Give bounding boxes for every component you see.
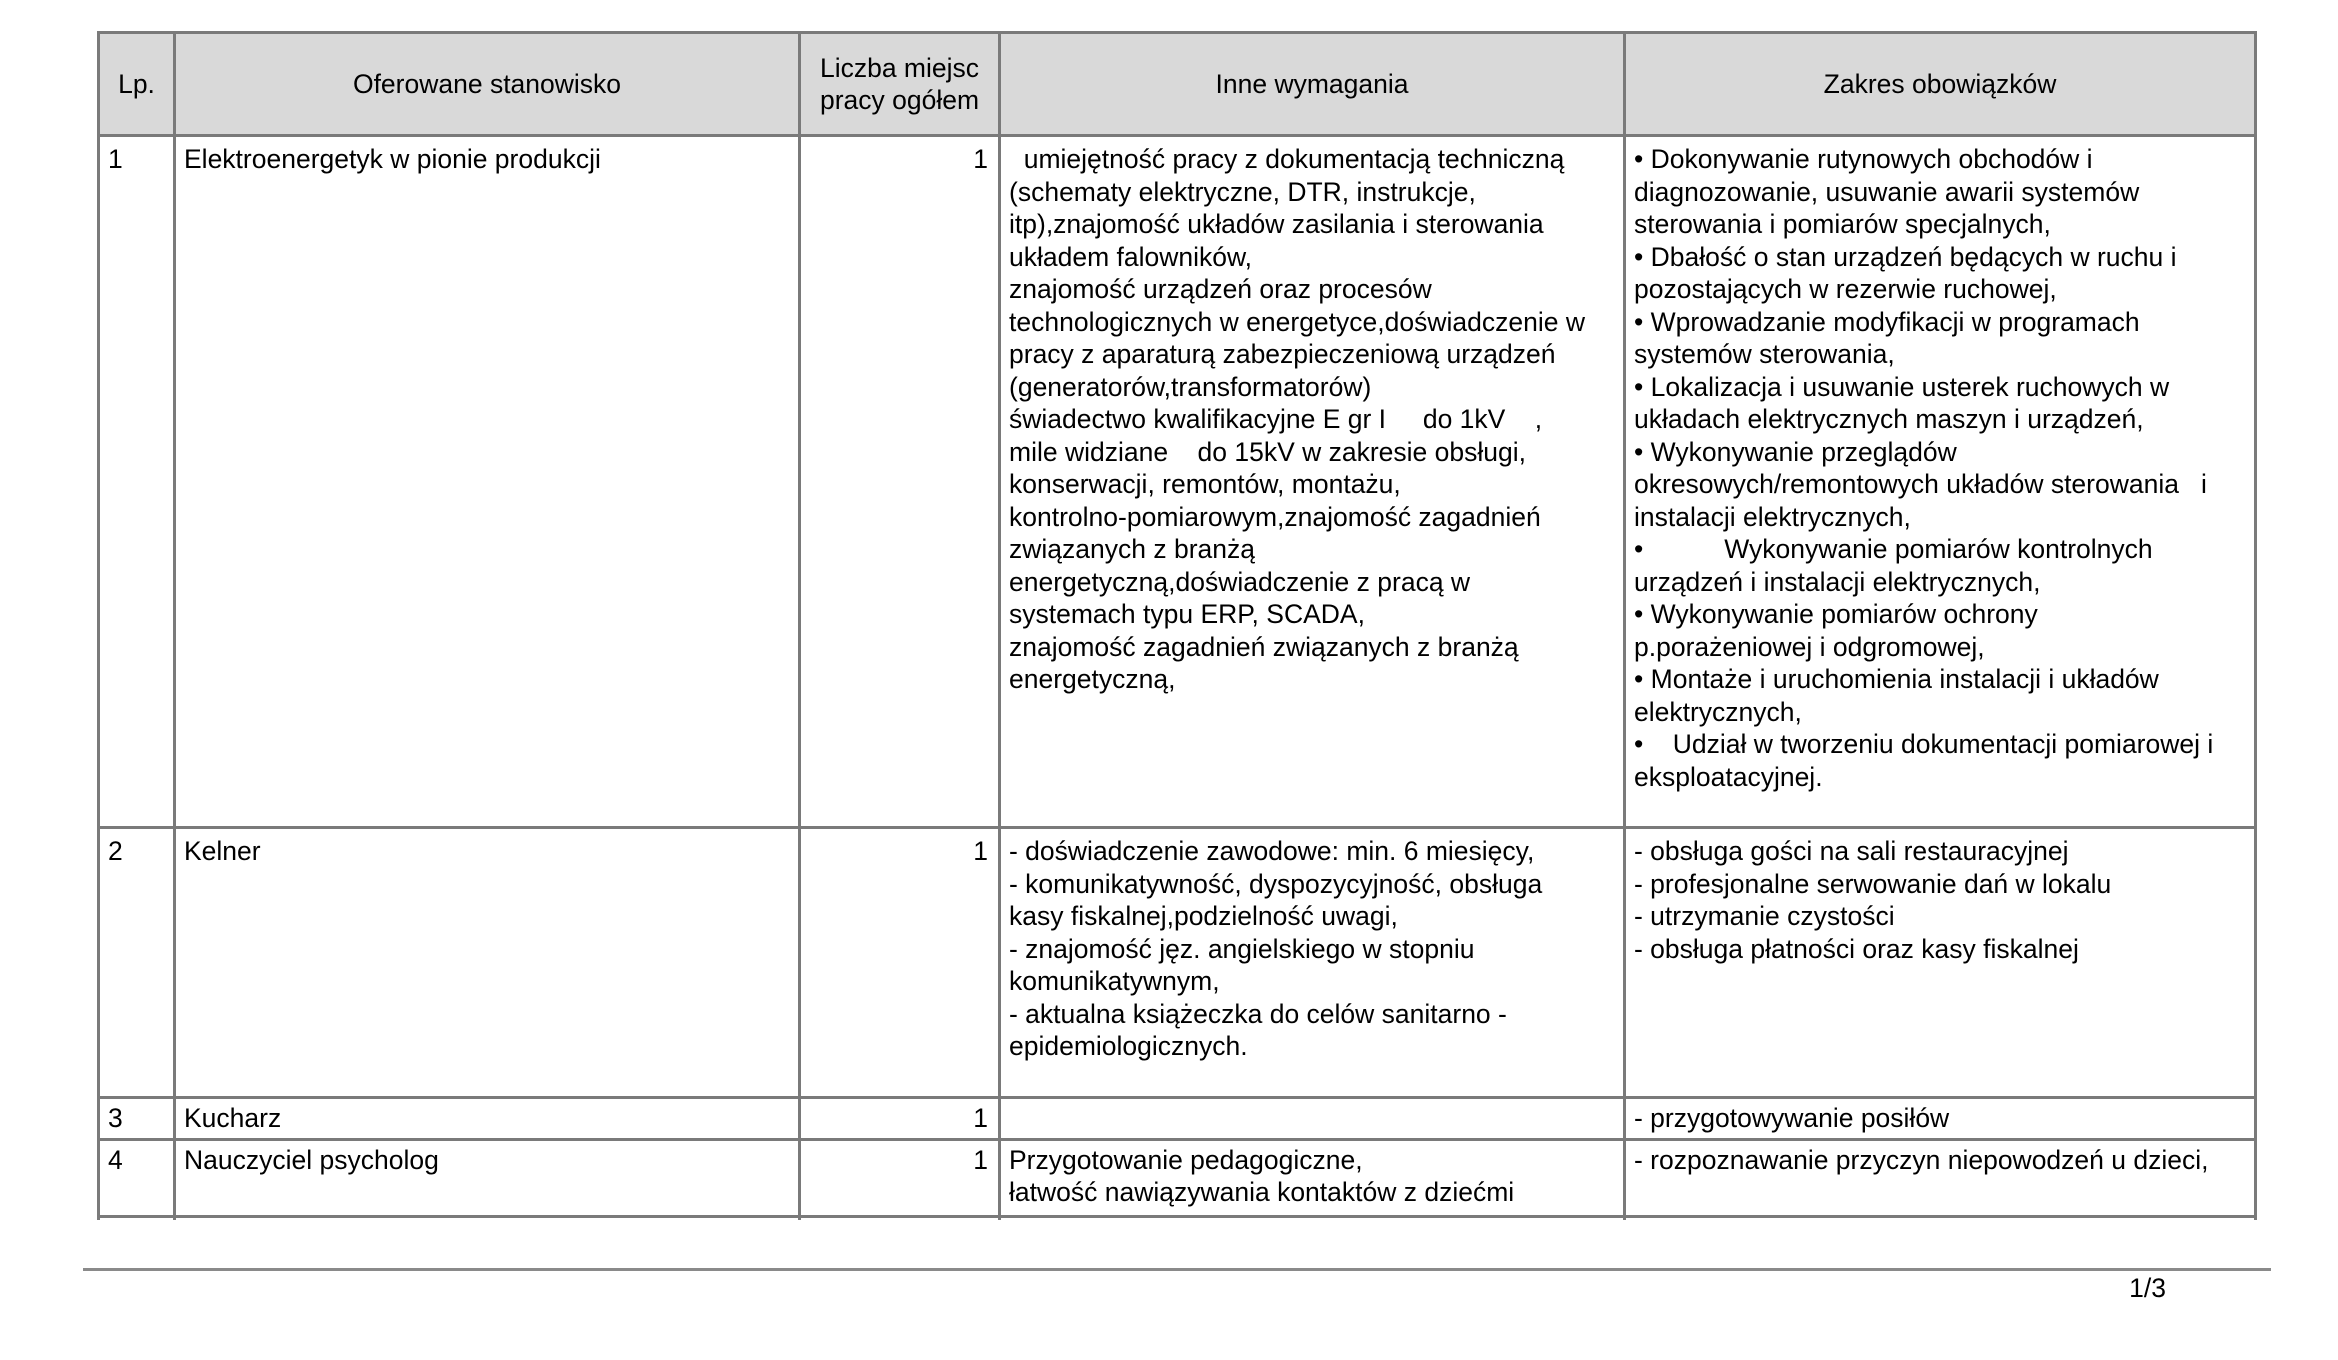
- cell-position: Nauczyciel psycholog: [175, 1139, 800, 1216]
- cell-requirements: [1000, 1098, 1625, 1140]
- cell-duties: - przygotowywanie posiłów: [1625, 1098, 2256, 1140]
- cell-lp: 4: [99, 1139, 175, 1216]
- cell-continuation: [800, 1216, 1000, 1220]
- cell-requirements: umiejętność pracy z dokumentacją techniczną (schematy elektryczne, DTR, instrukcje, itp),znajomość układów zasilania i sterowania układem falowników, znajomość urządzeń oraz procesów technologicznych w energetyce,doświadczenie w pracy z aparaturą zabezpieczeniową urządzeń (generatorów,transformatorów) świadectwo kwalifikacyjne E gr I do 1kV , mile widziane do 15kV w zakresie obsługi, konserwacji, remontów, montażu, kontrolno-pomiarowym,znajomość zagadnień związanych z branżą energetyczną,doświadczenie z pracą w systemach typu ERP, SCADA, znajomość zagadnień związanych z branżą energetyczną,: [1000, 136, 1625, 828]
- table-continuation-row: [99, 1216, 2256, 1220]
- header-position: Oferowane stanowisko: [175, 33, 800, 136]
- cell-duties: • Dokonywanie rutynowych obchodów i diagnozowanie, usuwanie awarii systemów sterowania i pomiarów specjalnych, • Dbałość o stan urządzeń będących w ruchu i pozostających w rezerwie ruchowej, • Wprowadzanie modyfikacji w programach systemów sterowania, • Lokalizacja i usuwanie usterek ruchowych w układach elektrycznych maszyn i urządzeń, • Wykonywanie przeglądów okresowych/remontowych układów sterowania i instalacji elektrycznych, • Wykonywanie pomiarów kontrolnych urządzeń i instalacji elektrycznych, • Wykonywanie pomiarów ochrony p.porażeniowej i odgromowej, • Montaże i uruchomienia instalacji i układów elektrycznych, • Udział w tworzeniu dokumentacji pomiarowej i eksploatacyjnej.: [1625, 136, 2256, 828]
- cell-count: 1: [800, 828, 1000, 1098]
- cell-requirements: Przygotowanie pedagogiczne, łatwość nawiązywania kontaktów z dziećmi: [1000, 1139, 1625, 1216]
- header-requirements: Inne wymagania: [1000, 33, 1625, 136]
- cell-lp: 2: [99, 828, 175, 1098]
- cell-count: 1: [800, 136, 1000, 828]
- header-duties: Zakres obowiązków: [1625, 33, 2256, 136]
- cell-count: 1: [800, 1098, 1000, 1140]
- header-lp: Lp.: [99, 33, 175, 136]
- job-offers-table: [97, 31, 2257, 1220]
- footer-divider: [83, 1268, 2271, 1271]
- header-count: Liczba miejsc pracy ogółem: [800, 33, 1000, 136]
- cell-position: Kucharz: [175, 1098, 800, 1140]
- cell-duties: - rozpoznawanie przyczyn niepowodzeń u dzieci,: [1625, 1139, 2256, 1216]
- cell-continuation: [1000, 1216, 1625, 1220]
- cell-continuation: [175, 1216, 800, 1220]
- cell-position: Kelner: [175, 828, 800, 1098]
- cell-duties: - obsługa gości na sali restauracyjnej - profesjonalne serwowanie dań w lokalu - utrzymanie czystości - obsługa płatności oraz kasy fiskalnej: [1625, 828, 2256, 1098]
- cell-requirements: - doświadczenie zawodowe: min. 6 miesięcy, - komunikatywność, dyspozycyjność, obsługa kasy fiskalnej,podzielność uwagi, - znajomość jęz. angielskiego w stopniu komunikatywnym, - aktualna książeczka do celów sanitarno - epidemiologicznych.: [1000, 828, 1625, 1098]
- cell-continuation: [1625, 1216, 2256, 1220]
- table-row: [99, 136, 2256, 828]
- cell-continuation: [99, 1216, 175, 1220]
- page-number: 1/3: [2129, 1273, 2166, 1303]
- table-header-row: [99, 33, 2256, 136]
- table-row: [99, 828, 2256, 1098]
- cell-lp: 3: [99, 1098, 175, 1140]
- cell-count: 1: [800, 1139, 1000, 1216]
- table-row: [99, 1098, 2256, 1140]
- cell-lp: 1: [99, 136, 175, 828]
- table-row: [99, 1139, 2256, 1216]
- cell-position: Elektroenergetyk w pionie produkcji: [175, 136, 800, 828]
